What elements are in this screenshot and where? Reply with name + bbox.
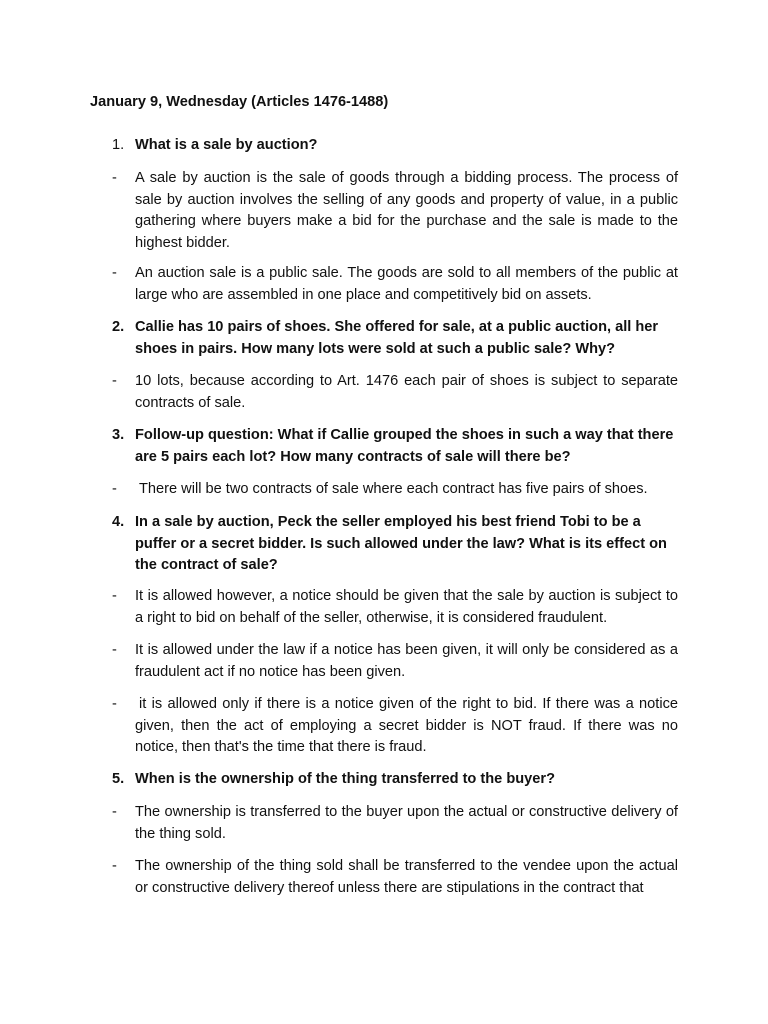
question-number: 1.: [112, 137, 125, 153]
question-text: In a sale by auction, Peck the seller employed his best friend Tobi to be a puffer or a secret bidder. Is such allowed under the law? What is its effect on the contract of sale?: [135, 514, 667, 573]
question-text: Follow-up question: What if Callie grouped the shoes in such a way that there are 5 pairs each lot? How many contracts of sale will there be?: [135, 427, 674, 465]
question-number: 5.: [112, 771, 125, 787]
question-number: 4.: [112, 514, 125, 530]
answer-text: An auction sale is a public sale. The goods are sold to all members of the public at large who are assembled in one place and competitively bid on assets.: [135, 265, 678, 303]
question-text: What is a sale by auction?: [135, 137, 318, 153]
answer-text: It is allowed under the law if a notice has been given, it will only be considered as a fraudulent act if no notice has been given.: [135, 642, 678, 680]
answer-bullet: -: [112, 373, 117, 389]
answer-text: The ownership is transferred to the buyer upon the actual or constructive delivery of the thing sold.: [135, 804, 678, 842]
answer-text: 10 lots, because according to Art. 1476 each pair of shoes is subject to separate contracts of sale.: [135, 373, 678, 411]
answer-text: A sale by auction is the sale of goods through a bidding process. The process of sale by auction involves the selling of any goods and property of value, in a public gathering where buyers make a bid for the purchase and the sale is made to the highest bidder.: [135, 170, 678, 251]
question-number: 2.: [112, 319, 125, 335]
answer-bullet: -: [112, 588, 117, 604]
answer-bullet: -: [112, 642, 117, 658]
answer-bullet: -: [112, 481, 117, 497]
answer-text: It is allowed however, a notice should be given that the sale by auction is subject to a right to bid on behalf of the seller, otherwise, it is considered fraudulent.: [135, 588, 678, 626]
answer-bullet: -: [112, 804, 117, 820]
answer-bullet: -: [112, 858, 117, 874]
question-number: 3.: [112, 427, 125, 443]
question-text: When is the ownership of the thing transferred to the buyer?: [135, 771, 555, 787]
page-title: January 9, Wednesday (Articles 1476-1488): [90, 94, 389, 110]
answer-text: There will be two contracts of sale where each contract has five pairs of shoes.: [139, 481, 648, 497]
answer-text: it is allowed only if there is a notice given of the right to bid. If there was a notice given, then the act of employing a secret bidder is NOT fraud. If there was no notice, then that's the time that there is fraud.: [135, 696, 678, 755]
answer-bullet: -: [112, 265, 117, 281]
question-text: Callie has 10 pairs of shoes. She offered for sale, at a public auction, all her shoes in pairs. How many lots were sold at such a public sale? Why?: [135, 319, 659, 357]
answer-bullet: -: [112, 696, 117, 712]
answer-text: The ownership of the thing sold shall be transferred to the vendee upon the actual or constructive delivery thereof unless there are stipulations in the contract that: [135, 858, 678, 896]
answer-bullet: -: [112, 170, 117, 186]
